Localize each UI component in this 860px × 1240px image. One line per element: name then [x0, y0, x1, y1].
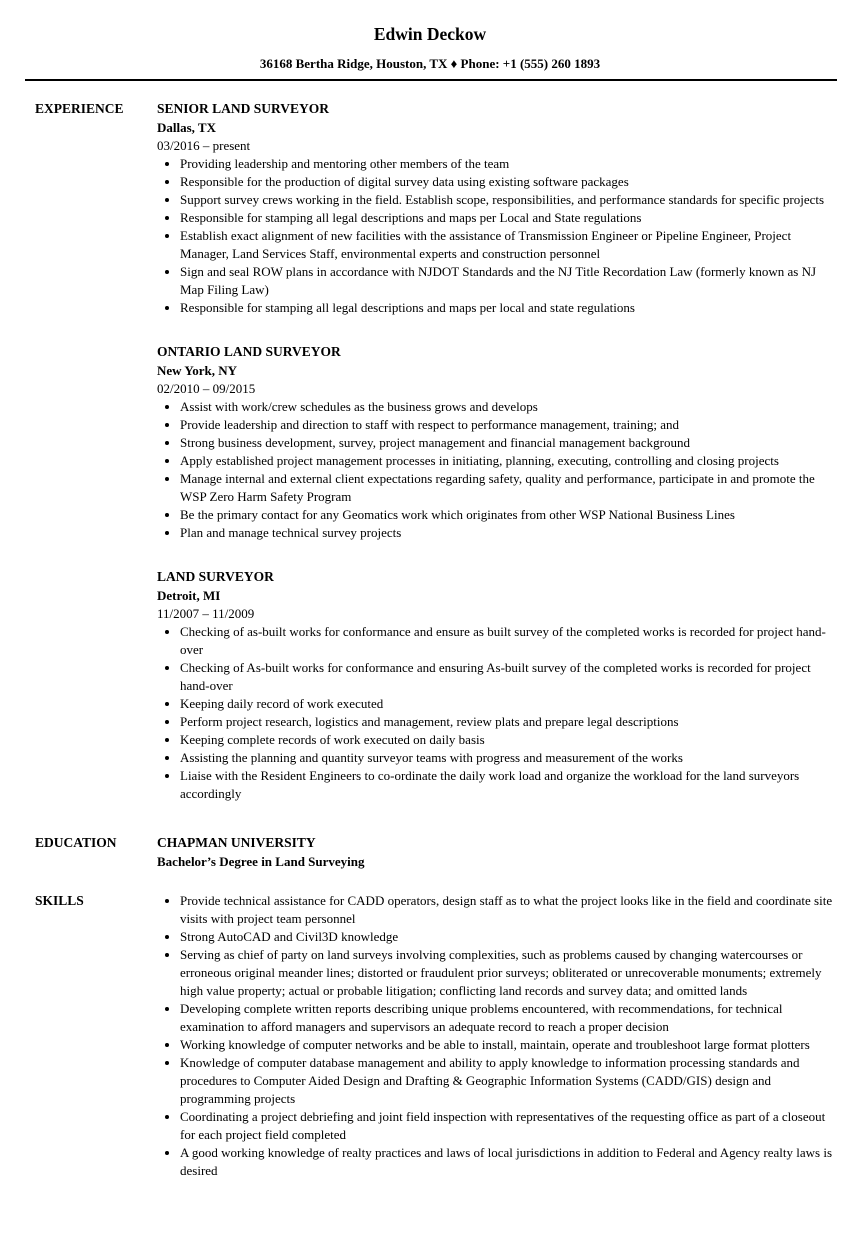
- bullet-item: • Strong business development, survey, project management and financial management background: [180, 434, 838, 452]
- education-content: [157, 833, 860, 871]
- job-title: SENIOR LAND SURVEYOR: [157, 101, 330, 116]
- job-bullet-list: [157, 398, 838, 542]
- bullet-item: • Keeping complete records of work executed on daily basis: [180, 731, 838, 749]
- contact-info: 36168 Bertha Ridge, Houston, TX ♦ Phone: +1 (555) 260 1893: [259, 56, 601, 71]
- bullet-item: • Working knowledge of computer networks and be able to install, maintain, operate and troubleshoot large format plotters: [180, 1036, 838, 1054]
- bullet-item: • Checking of As-built works for conformance and ensuring As-built survey of the completed works is recorded for project hand-over: [180, 659, 838, 695]
- bullet-item: • Coordinating a project debriefing and joint field inspection with representatives of the requesting office as part of a closeout for each project field completed: [180, 1108, 838, 1144]
- bullet-item: • Establish exact alignment of new facilities with the assistance of Transmission Engineer or Pipeline Engineer, Project Manager, Land Services Staff, environmental experts and construction personnel: [180, 227, 838, 263]
- bullet-item: • A good working knowledge of realty practices and laws of local jurisdictions in addition to Federal and Agency realty laws is desired: [180, 1144, 838, 1180]
- bullet-item: • Perform project research, logistics and management, review plats and prepare legal descriptions: [180, 713, 838, 731]
- section-label-skills: SKILLS: [35, 893, 84, 908]
- education-degree: Bachelor’s Degree in Land Surveying: [157, 854, 365, 869]
- bullet-item: • Assist with work/crew schedules as the business grows and develops: [180, 398, 838, 416]
- bullet-item: • Developing complete written reports describing unique problems encountered, with recommendations, for technical examination to afford managers and supervisors an adequate record to reach a proper decision: [180, 1000, 838, 1036]
- bullet-item: • Plan and manage technical survey projects: [180, 524, 838, 542]
- skills-bullet-list: [157, 892, 838, 1180]
- bullet-item: • Knowledge of computer database management and ability to apply knowledge to information processing standards and procedures to Computer Aided Design and Drafting & Geographic Information Systems (CADD/GIS) design and programming projects: [180, 1054, 838, 1108]
- job-dates: 11/2007 – 11/2009: [157, 606, 255, 621]
- skills-content: [157, 891, 860, 1180]
- job-title: LAND SURVEYOR: [157, 569, 274, 584]
- section-experience: [0, 99, 860, 803]
- bullet-item: • Be the primary contact for any Geomatics work which originates from other WSP National Business Lines: [180, 506, 838, 524]
- bullet-item: • Providing leadership and mentoring other members of the team: [180, 155, 838, 173]
- candidate-name: Edwin Deckow: [373, 24, 487, 44]
- job-bullet-list: [157, 623, 838, 803]
- bullet-item: • Assisting the planning and quantity surveyor teams with progress and measurement of the works: [180, 749, 838, 767]
- job-entry: [157, 342, 838, 542]
- bullet-item: • Sign and seal ROW plans in accordance with NJDOT Standards and the NJ Title Recordation Law (formerly known as NJ Map Filing Law): [180, 263, 838, 299]
- bullet-item: • Serving as chief of party on land surveys involving complexities, such as problems caused by changing watercourses or erroneous original meander lines; distorted or fraudulent prior surveys; obliterated or unrecoverable monuments; extremely high value property; actual or probable litigation; conflicting land records and survey data; and omitted lands: [180, 946, 838, 1000]
- bullet-item: • Responsible for the production of digital survey data using existing software packages: [180, 173, 838, 191]
- job-entry: [157, 99, 838, 317]
- experience-content: [157, 99, 860, 803]
- bullet-item: • Manage internal and external client expectations regarding safety, quality and performance, participate in and promote the WSP Zero Harm Safety Program: [180, 470, 838, 506]
- job-location: Detroit, MI: [157, 588, 221, 603]
- section-skills: [0, 891, 860, 1180]
- bullet-item: • Keeping daily record of work executed: [180, 695, 838, 713]
- bullet-item: • Apply established project management processes in initiating, planning, executing, controlling and closing projects: [180, 452, 838, 470]
- job-bullet-list: [157, 155, 838, 317]
- job-location: New York, NY: [157, 363, 238, 378]
- header-divider: [25, 79, 837, 81]
- bullet-item: • Strong AutoCAD and Civil3D knowledge: [180, 928, 838, 946]
- job-location: Dallas, TX: [157, 120, 216, 135]
- job-entry: [157, 567, 838, 803]
- job-dates: 03/2016 – present: [157, 138, 251, 153]
- bullet-item: • Responsible for stamping all legal descriptions and maps per local and state regulations: [180, 299, 838, 317]
- bullet-item: • Responsible for stamping all legal descriptions and maps per Local and State regulations: [180, 209, 838, 227]
- bullet-item: • Checking of as-built works for conformance and ensure as built survey of the completed works is recorded for project hand-over: [180, 623, 838, 659]
- resume-header: [0, 0, 860, 81]
- section-label-experience: EXPERIENCE: [35, 101, 124, 116]
- job-dates: 02/2010 – 09/2015: [157, 381, 256, 396]
- section-education: [0, 833, 860, 871]
- bullet-item: • Liaise with the Resident Engineers to co-ordinate the daily work load and organize the workload for the land surveyors accordingly: [180, 767, 838, 803]
- education-school: CHAPMAN UNIVERSITY: [157, 835, 316, 850]
- bullet-item: • Provide technical assistance for CADD operators, design staff as to what the project looks like in the field and coordinate site visits with project team personnel: [180, 892, 838, 928]
- bullet-item: • Support survey crews working in the field. Establish scope, responsibilities, and performance standards for specific projects: [180, 191, 838, 209]
- job-title: ONTARIO LAND SURVEYOR: [157, 344, 341, 359]
- bullet-item: • Provide leadership and direction to staff with respect to performance management, training; and: [180, 416, 838, 434]
- section-label-education: EDUCATION: [35, 835, 117, 850]
